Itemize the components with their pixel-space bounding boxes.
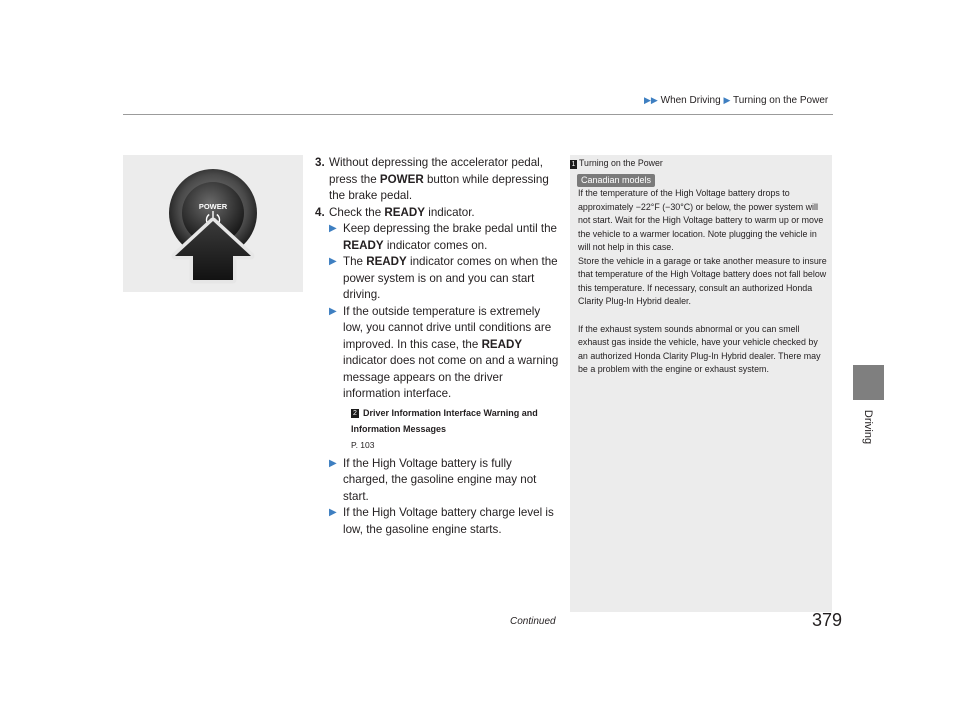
- substep-text: indicator comes on when the power system is on and you can start driving.: [343, 255, 558, 301]
- power-keyword: POWER: [379, 172, 424, 186]
- substep: [315, 456, 560, 506]
- header-rule: [123, 114, 833, 115]
- step-text: indicator.: [425, 205, 475, 219]
- reference-icon: 2: [351, 409, 359, 418]
- note-body: [578, 187, 828, 377]
- breadcrumb-part-2[interactable]: Turning on the Power: [732, 95, 829, 106]
- note-icon: 1: [571, 161, 576, 168]
- ready-keyword: READY: [343, 238, 384, 252]
- step-3: [315, 155, 560, 205]
- page-number: 379: [812, 610, 843, 630]
- step-number: 3.: [315, 156, 325, 169]
- step-4: [315, 205, 560, 222]
- reference-page[interactable]: P. 103: [351, 439, 375, 450]
- power-button-label: POWER: [198, 202, 228, 211]
- breadcrumb: [644, 95, 828, 106]
- breadcrumb-part-1[interactable]: When Driving: [660, 95, 721, 106]
- substep: [315, 254, 560, 304]
- ready-keyword: READY: [366, 255, 407, 268]
- bullet-arrow-icon: ▶: [329, 457, 337, 469]
- ready-keyword: READY: [481, 337, 523, 351]
- substep: [315, 505, 560, 538]
- step-text: Without depressing the accelerator pedal, press the: [329, 156, 543, 186]
- power-button-illustration: [123, 155, 303, 292]
- note-paragraph: If the temperature of the High Voltage battery drops to approximately −22°F (−30°C) or below, the power system will not start. Wait for the High Voltage battery to warm up or move the vehicle to a warmer location. Note plugging the vehicle in will not help in this case.: [578, 188, 824, 252]
- substep-text: The: [343, 255, 367, 268]
- ready-keyword: READY: [384, 205, 426, 219]
- substep-text: If the outside temperature is extremely low, you cannot drive until conditions are improved. In this case, the: [343, 304, 552, 351]
- substep: [315, 304, 560, 403]
- canadian-models-badge: Canadian models: [577, 174, 655, 187]
- breadcrumb-arrow-icon: ▶▶: [644, 95, 658, 105]
- reference-title[interactable]: Driver Information Interface Warning and Information Messages: [351, 407, 538, 434]
- bullet-arrow-icon: ▶: [329, 305, 337, 317]
- substep: [315, 221, 560, 254]
- substep-text: If the High Voltage battery is fully charged, the gasoline engine may not start.: [343, 456, 537, 503]
- step-text: button while depressing the brake pedal.: [329, 172, 549, 202]
- power-button-svg: [123, 155, 303, 292]
- note-paragraph: If the exhaust system sounds abnormal or you can smell exhaust gas inside the vehicle, have your vehicle checked by an authorized Honda Clarity Plug-In Hybrid dealer. There may be a problem with the engine or exhaust system.: [578, 323, 821, 374]
- substep-text: indicator comes on.: [383, 238, 488, 252]
- procedure-steps: [315, 155, 560, 538]
- breadcrumb-arrow-icon: ▶: [723, 95, 731, 105]
- note-header: [570, 158, 663, 169]
- bullet-arrow-icon: ▶: [329, 256, 337, 267]
- substep-text: If the High Voltage battery charge level is low, the gasoline engine starts.: [343, 506, 554, 536]
- substep-text: Keep depressing the brake pedal until the: [343, 222, 557, 235]
- bullet-arrow-icon: ▶: [329, 223, 337, 234]
- step-text: Check the: [329, 205, 385, 219]
- substep-text: indicator does not come on and a warning message appears on the driver information interface.: [343, 354, 559, 400]
- step-number: 4.: [315, 205, 325, 219]
- section-tab: [853, 365, 884, 400]
- continued-label: Continued: [510, 616, 556, 627]
- note-title: Turning on the Power: [579, 158, 663, 168]
- note-paragraph: Store the vehicle in a garage or take another measure to insure that temperature of the High Voltage battery does not fall below this temperature. If necessary, consult an authorized Honda Clarity Plug-In Hybrid dealer.: [578, 255, 827, 306]
- section-label: Driving: [862, 409, 874, 445]
- bullet-arrow-icon: ▶: [329, 507, 337, 518]
- cross-reference-link[interactable]: [315, 405, 560, 453]
